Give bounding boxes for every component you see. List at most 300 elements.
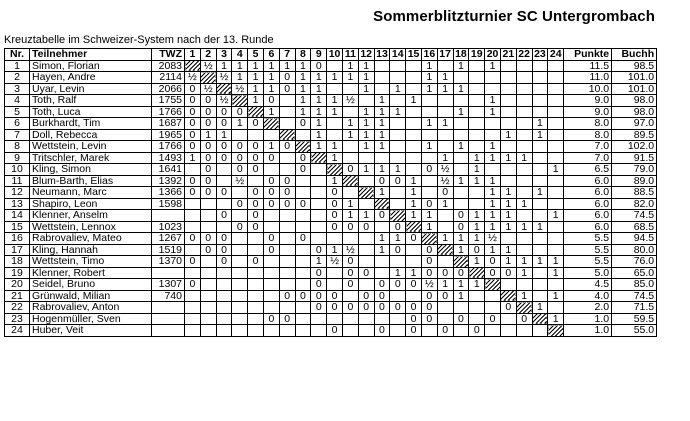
result-cell [548, 244, 564, 256]
player-points: 6.0 [564, 210, 612, 222]
result-cell: 1 [232, 60, 248, 72]
header-round: 6 [263, 49, 279, 61]
result-cell [390, 141, 406, 153]
result-cell [263, 221, 279, 233]
result-cell [232, 267, 248, 279]
result-cell [437, 106, 453, 118]
result-cell [279, 233, 295, 245]
player-points: 9.0 [564, 95, 612, 107]
header-round: 12 [358, 49, 374, 61]
result-cell [532, 290, 548, 302]
result-cell [548, 118, 564, 130]
header-nr: Nr. [5, 49, 30, 61]
result-cell [532, 83, 548, 95]
result-cell: ½ [216, 72, 232, 84]
player-points: 8.0 [564, 118, 612, 130]
result-cell: ½ [437, 175, 453, 187]
result-cell [469, 198, 485, 210]
result-cell: 0 [327, 210, 343, 222]
result-cell [548, 221, 564, 233]
result-cell: 0 [421, 290, 437, 302]
result-cell [532, 198, 548, 210]
result-cell [500, 60, 516, 72]
result-cell [485, 129, 501, 141]
result-cell [279, 256, 295, 268]
result-cell: 1 [358, 210, 374, 222]
result-cell: 1 [263, 60, 279, 72]
result-cell: 0 [295, 198, 311, 210]
result-cell: 1 [327, 152, 343, 164]
result-cell: 0 [200, 152, 216, 164]
result-cell [232, 187, 248, 199]
result-cell [200, 210, 216, 222]
result-cell: 0 [279, 141, 295, 153]
self-cell [485, 279, 501, 291]
result-cell: 0 [327, 198, 343, 210]
result-cell [248, 129, 264, 141]
result-cell [311, 187, 327, 199]
result-cell: 0 [216, 210, 232, 222]
table-row [5, 164, 657, 176]
result-cell [500, 233, 516, 245]
result-cell: 1 [453, 60, 469, 72]
table-row [5, 210, 657, 222]
result-cell: 1 [358, 118, 374, 130]
result-cell: 0 [327, 187, 343, 199]
player-points: 6.0 [564, 187, 612, 199]
result-cell [548, 187, 564, 199]
row-number: 2 [5, 72, 30, 84]
player-buchholz: 59.5 [612, 313, 657, 325]
result-cell: 0 [311, 302, 327, 314]
result-cell: 1 [469, 256, 485, 268]
result-cell [548, 279, 564, 291]
row-number: 9 [5, 152, 30, 164]
result-cell: 1 [437, 83, 453, 95]
result-cell: 0 [421, 198, 437, 210]
result-cell: 1 [216, 60, 232, 72]
player-buchholz: 85.0 [612, 279, 657, 291]
result-cell: 0 [406, 313, 422, 325]
result-cell: 0 [185, 279, 201, 291]
player-twz [152, 302, 185, 314]
result-cell: 0 [295, 152, 311, 164]
result-cell [342, 106, 358, 118]
table-row [5, 198, 657, 210]
result-cell: ½ [342, 244, 358, 256]
result-cell [532, 175, 548, 187]
player-points: 8.0 [564, 129, 612, 141]
table-row [5, 152, 657, 164]
result-cell [311, 233, 327, 245]
result-cell [200, 325, 216, 337]
player-name: Hayen, Andre [30, 72, 152, 84]
self-cell [516, 302, 532, 314]
player-twz: 1023 [152, 221, 185, 233]
crosstable [4, 48, 657, 337]
result-cell [421, 95, 437, 107]
result-cell [200, 279, 216, 291]
result-cell [532, 60, 548, 72]
player-points: 10.0 [564, 83, 612, 95]
result-cell [437, 221, 453, 233]
result-cell: 0 [406, 279, 422, 291]
player-twz [152, 267, 185, 279]
result-cell: 0 [200, 164, 216, 176]
result-cell [327, 313, 343, 325]
result-cell [311, 313, 327, 325]
player-buchholz: 88.5 [612, 187, 657, 199]
player-points: 6.0 [564, 198, 612, 210]
player-buchholz: 74.5 [612, 290, 657, 302]
result-cell: 0 [327, 325, 343, 337]
header-round: 17 [437, 49, 453, 61]
result-cell [232, 129, 248, 141]
result-cell [453, 164, 469, 176]
table-row [5, 244, 657, 256]
result-cell [516, 210, 532, 222]
result-cell: 0 [279, 83, 295, 95]
result-cell: 1 [374, 244, 390, 256]
result-cell [516, 83, 532, 95]
player-name: Doll, Rebecca [30, 129, 152, 141]
result-cell [248, 302, 264, 314]
result-cell [311, 198, 327, 210]
table-row [5, 233, 657, 245]
result-cell [248, 233, 264, 245]
result-cell [485, 302, 501, 314]
result-cell: 1 [374, 187, 390, 199]
result-cell: 0 [216, 256, 232, 268]
result-cell: 0 [279, 198, 295, 210]
player-points: 4.5 [564, 279, 612, 291]
result-cell [185, 302, 201, 314]
result-cell [516, 325, 532, 337]
result-cell [374, 60, 390, 72]
player-twz: 1519 [152, 244, 185, 256]
result-cell: 0 [295, 233, 311, 245]
result-cell [390, 152, 406, 164]
result-cell [295, 210, 311, 222]
result-cell: 0 [216, 106, 232, 118]
result-cell: 0 [390, 302, 406, 314]
result-cell: 0 [358, 302, 374, 314]
player-buchholz: 98.0 [612, 95, 657, 107]
row-number: 15 [5, 221, 30, 233]
result-cell [421, 325, 437, 337]
result-cell: 1 [248, 83, 264, 95]
result-cell [485, 72, 501, 84]
result-cell: 1 [500, 210, 516, 222]
result-cell [342, 187, 358, 199]
result-cell: 1 [263, 106, 279, 118]
result-cell [185, 267, 201, 279]
result-cell [263, 256, 279, 268]
result-cell: 0 [279, 175, 295, 187]
result-cell [469, 141, 485, 153]
result-cell [279, 244, 295, 256]
result-cell: 1 [469, 210, 485, 222]
result-cell: 1 [485, 95, 501, 107]
result-cell [248, 175, 264, 187]
player-points: 2.0 [564, 302, 612, 314]
result-cell [263, 210, 279, 222]
result-cell [500, 279, 516, 291]
header-round: 15 [406, 49, 422, 61]
result-cell: 0 [248, 141, 264, 153]
result-cell: 1 [342, 129, 358, 141]
result-cell: 1 [374, 129, 390, 141]
result-cell [532, 106, 548, 118]
result-cell: 0 [437, 325, 453, 337]
result-cell: ½ [200, 83, 216, 95]
result-cell: 1 [311, 118, 327, 130]
header-round: 13 [374, 49, 390, 61]
result-cell [437, 141, 453, 153]
result-cell [469, 187, 485, 199]
result-cell [485, 118, 501, 130]
result-cell [406, 60, 422, 72]
result-cell [263, 302, 279, 314]
result-cell [248, 244, 264, 256]
result-cell [185, 325, 201, 337]
result-cell [548, 72, 564, 84]
self-cell [200, 72, 216, 84]
result-cell: ½ [327, 256, 343, 268]
result-cell [548, 83, 564, 95]
result-cell [437, 302, 453, 314]
player-twz [152, 313, 185, 325]
result-cell [374, 256, 390, 268]
result-cell: 0 [485, 267, 501, 279]
result-cell: 0 [263, 95, 279, 107]
result-cell: 1 [485, 187, 501, 199]
self-cell [548, 325, 564, 337]
result-cell: 1 [485, 60, 501, 72]
result-cell [485, 83, 501, 95]
result-cell [185, 313, 201, 325]
player-buchholz: 68.5 [612, 221, 657, 233]
result-cell [437, 210, 453, 222]
result-cell [390, 290, 406, 302]
result-cell: 0 [453, 313, 469, 325]
result-cell: 1 [516, 198, 532, 210]
player-points: 4.0 [564, 290, 612, 302]
header-round: 5 [248, 49, 264, 61]
result-cell: 1 [532, 302, 548, 314]
result-cell: 0 [342, 302, 358, 314]
result-cell [295, 187, 311, 199]
self-cell [295, 141, 311, 153]
result-cell [185, 221, 201, 233]
result-cell: 0 [437, 290, 453, 302]
result-cell [516, 164, 532, 176]
result-cell: 0 [232, 106, 248, 118]
player-points: 5.0 [564, 267, 612, 279]
result-cell [327, 279, 343, 291]
player-buchholz: 98.5 [612, 60, 657, 72]
result-cell: 1 [548, 210, 564, 222]
result-cell [279, 106, 295, 118]
table-row [5, 187, 657, 199]
player-name: Toth, Luca [30, 106, 152, 118]
table-row [5, 325, 657, 337]
result-cell [232, 244, 248, 256]
row-number: 7 [5, 129, 30, 141]
result-cell [516, 279, 532, 291]
result-cell: 0 [232, 198, 248, 210]
row-number: 12 [5, 187, 30, 199]
result-cell [548, 129, 564, 141]
result-cell: 1 [469, 152, 485, 164]
header-points: Punkte [564, 49, 612, 61]
result-cell [263, 164, 279, 176]
result-cell: 1 [453, 175, 469, 187]
result-cell [548, 175, 564, 187]
result-cell: 1 [374, 233, 390, 245]
result-cell [469, 129, 485, 141]
player-buchholz: 101.0 [612, 83, 657, 95]
player-twz: 1641 [152, 164, 185, 176]
result-cell: 1 [342, 60, 358, 72]
result-cell: 1 [295, 60, 311, 72]
result-cell [453, 187, 469, 199]
result-cell: 0 [406, 302, 422, 314]
player-buchholz: 65.0 [612, 267, 657, 279]
player-name: Shapiro, Leon [30, 198, 152, 210]
player-buchholz: 55.0 [612, 325, 657, 337]
result-cell [263, 129, 279, 141]
result-cell [469, 106, 485, 118]
table-row [5, 72, 657, 84]
result-cell [311, 325, 327, 337]
result-cell: 1 [248, 72, 264, 84]
player-name: Wettstein, Lennox [30, 221, 152, 233]
result-cell: 1 [421, 118, 437, 130]
result-cell [279, 95, 295, 107]
table-row [5, 279, 657, 291]
result-cell: ½ [232, 83, 248, 95]
self-cell [532, 313, 548, 325]
result-cell [216, 164, 232, 176]
result-cell: 1 [311, 106, 327, 118]
result-cell: 0 [185, 141, 201, 153]
result-cell: 0 [216, 118, 232, 130]
result-cell: 1 [485, 244, 501, 256]
result-cell: 0 [390, 175, 406, 187]
result-cell: 1 [437, 72, 453, 84]
result-cell: 1 [485, 221, 501, 233]
result-cell: 1 [342, 72, 358, 84]
result-cell: 1 [311, 83, 327, 95]
result-cell [437, 95, 453, 107]
result-cell [374, 267, 390, 279]
result-cell [216, 198, 232, 210]
result-cell: 1 [311, 72, 327, 84]
table-row [5, 221, 657, 233]
player-name: Klenner, Anselm [30, 210, 152, 222]
result-cell [311, 175, 327, 187]
result-cell [263, 290, 279, 302]
result-cell [469, 118, 485, 130]
result-cell: 0 [311, 267, 327, 279]
result-cell: 0 [185, 256, 201, 268]
result-cell: 1 [485, 152, 501, 164]
result-cell [516, 106, 532, 118]
header-round: 19 [469, 49, 485, 61]
result-cell: 0 [374, 279, 390, 291]
row-number: 24 [5, 325, 30, 337]
result-cell: 0 [279, 187, 295, 199]
result-cell [453, 198, 469, 210]
result-cell [232, 325, 248, 337]
player-twz: 1755 [152, 95, 185, 107]
result-cell: 1 [311, 141, 327, 153]
result-cell: 1 [327, 72, 343, 84]
result-cell: 1 [437, 118, 453, 130]
result-cell: 1 [358, 72, 374, 84]
row-number: 1 [5, 60, 30, 72]
self-cell [374, 198, 390, 210]
self-cell [185, 60, 201, 72]
result-cell [327, 118, 343, 130]
result-cell [532, 267, 548, 279]
result-cell [263, 325, 279, 337]
result-cell [485, 164, 501, 176]
row-number: 17 [5, 244, 30, 256]
row-number: 3 [5, 83, 30, 95]
result-cell: 0 [248, 221, 264, 233]
table-row [5, 60, 657, 72]
result-cell: 1 [358, 83, 374, 95]
result-cell [406, 83, 422, 95]
player-twz: 2066 [152, 83, 185, 95]
result-cell [358, 244, 374, 256]
row-number: 22 [5, 302, 30, 314]
player-twz [152, 325, 185, 337]
result-cell: 1 [406, 175, 422, 187]
result-cell [216, 175, 232, 187]
result-cell: 0 [263, 313, 279, 325]
result-cell: 1 [358, 129, 374, 141]
result-cell: 1 [406, 187, 422, 199]
result-cell: 0 [200, 233, 216, 245]
result-cell [390, 256, 406, 268]
result-cell: ½ [232, 175, 248, 187]
player-buchholz: 79.0 [612, 164, 657, 176]
result-cell: 1 [485, 175, 501, 187]
header-round: 16 [421, 49, 437, 61]
result-cell: 1 [437, 152, 453, 164]
result-cell [279, 302, 295, 314]
result-cell [185, 198, 201, 210]
result-cell [406, 72, 422, 84]
result-cell: 0 [421, 302, 437, 314]
result-cell [279, 267, 295, 279]
result-cell [374, 72, 390, 84]
row-number: 4 [5, 95, 30, 107]
player-twz: 2114 [152, 72, 185, 84]
result-cell: 1 [374, 95, 390, 107]
result-cell: 0 [421, 267, 437, 279]
result-cell [548, 152, 564, 164]
result-cell: 0 [327, 302, 343, 314]
result-cell [548, 198, 564, 210]
result-cell: 0 [185, 83, 201, 95]
player-buchholz: 102.0 [612, 141, 657, 153]
result-cell: 0 [311, 279, 327, 291]
result-cell [216, 290, 232, 302]
